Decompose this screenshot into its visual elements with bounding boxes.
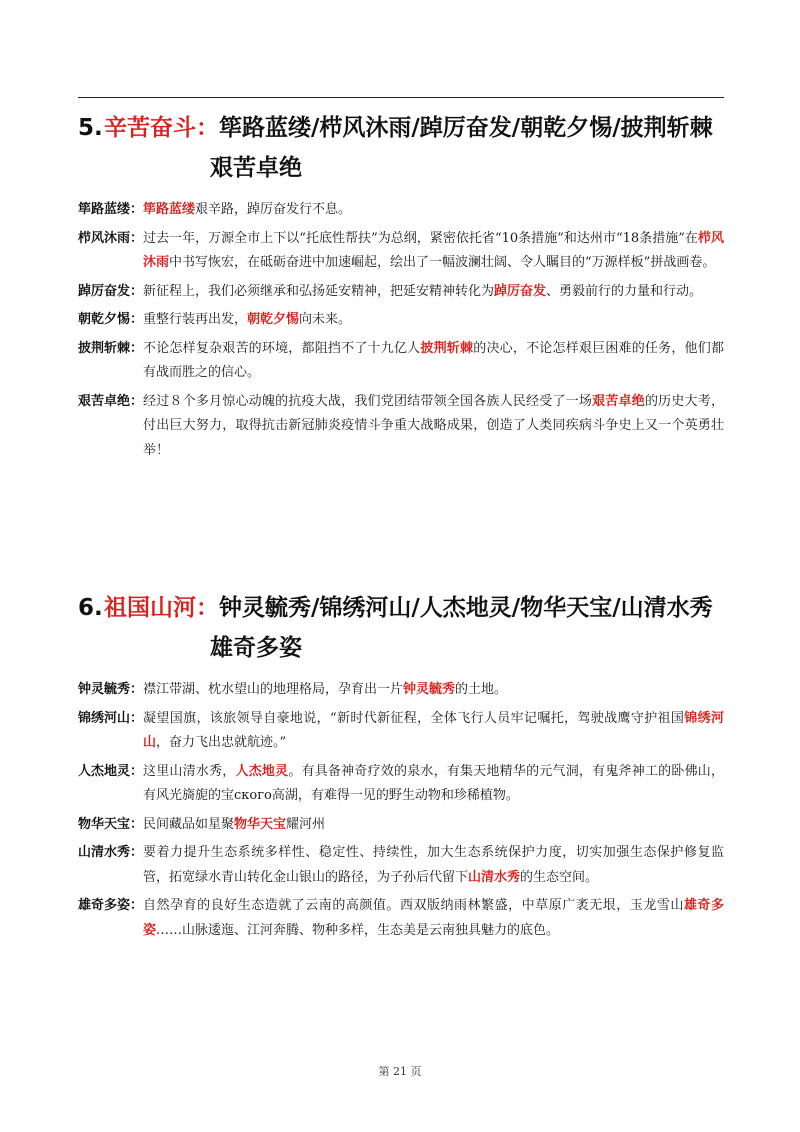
example-text-before: 经过８个多月惊心动魄的抗疫大战，我们党团结带领全国各族人民经受了一场 [143, 393, 593, 409]
idiom-example [143, 280, 724, 305]
idiom-term: 雄奇多姿： [78, 898, 144, 913]
example-text-after: 中书写恢宏，在砥砺奋进中加速崛起，绘出了一幅波澜壮阔、令人瞩目的“万源样板”拼战画卷。 [169, 255, 716, 270]
idiom-entry [78, 760, 724, 809]
example-text-after: ……山脉逶迤、江河奔腾、物种多样，生态美是云南独具魅力的底色。 [156, 922, 560, 938]
idiom-example [143, 760, 724, 809]
idiom-highlight: 筚路蓝缕 [143, 202, 196, 217]
idiom-entry [78, 227, 724, 276]
section-theme: 辛苦奋斗： [104, 115, 219, 141]
idiom-entry [78, 280, 724, 305]
example-text-after: 的生态空间。 [520, 869, 599, 885]
example-text-before: 不论怎样复杂艰苦的环境，都阻挡不了十九亿人 [143, 340, 421, 356]
example-text-after: 的土地。 [455, 682, 508, 697]
example-text-after: 的决心，不论怎样艰巨困难的任务，他们都有战而胜之的信心。 [143, 340, 724, 380]
section-idioms: 钟灵毓秀/锦绣河山/人杰地灵/物华天宝/山清水秀 [219, 595, 713, 621]
idiom-example [143, 198, 724, 223]
example-text-after: ，奋力飞出忠就航迹。” [156, 735, 287, 750]
example-text-before: 凝望国旗，该旅领导自豪地说，“新时代新征程，全体飞行人员牢记嘱托，驾驶战鹰守护祖国 [143, 710, 685, 726]
section-theme: 祖国山河： [104, 595, 219, 621]
example-text-before: 过去一年，万源全市上下以“托底性帮扶”为总纲，紧密依托省“10条措施”和达州市“18条措施”在 [143, 230, 698, 246]
idiom-example [143, 308, 724, 333]
example-text-after: 耀河州 [286, 816, 326, 832]
example-text-before: 自然孕育的良好生态造就了云南的高颜值。西双版纳雨林繁盛，中草原广袤无垠，玉龙雪山 [143, 898, 684, 913]
idiom-example [143, 813, 724, 838]
section-5-heading [78, 108, 724, 188]
idiom-highlight: 人杰地灵 [235, 763, 289, 779]
idiom-entry [78, 841, 724, 890]
idiom-term: 人杰地灵： [78, 763, 144, 779]
example-text-after: 艰辛路，踔厉奋发行不息。 [195, 202, 352, 217]
idiom-example [143, 337, 724, 386]
example-text-before: 重整行装再出发， [143, 312, 248, 327]
idiom-example [143, 227, 724, 276]
idiom-highlight: 雄奇多姿 [143, 898, 724, 938]
idiom-example [143, 678, 724, 703]
example-text-before: 襟江带湖、枕水望山的地理格局，孕育出一片 [143, 682, 404, 697]
idiom-highlight: 物华天宝 [234, 816, 287, 832]
idiom-highlight: 山清水秀 [468, 869, 521, 885]
example-text-after: 的历史大考，付出巨大努力，取得抗击新冠肺炎疫情斗争重大战略成果，创造了人类同疾病斗争史上又一个英勇壮举！ [143, 393, 724, 458]
example-text-before: 这里山清水秀， [143, 763, 236, 779]
idiom-entry [78, 390, 724, 464]
idiom-example [143, 390, 724, 464]
idiom-entry [78, 308, 724, 333]
section-idioms-cont: 雄奇多姿 [210, 635, 302, 661]
example-text-before: 民间藏品如星聚 [143, 816, 235, 832]
idiom-term: 山清水秀： [78, 845, 144, 860]
page-number: 第 21 页 [378, 1065, 422, 1078]
idiom-entry [78, 813, 724, 838]
idiom-entry [78, 678, 724, 703]
idiom-term: 朝乾夕惕： [78, 312, 144, 327]
idiom-highlight: 钟灵毓秀 [403, 682, 456, 697]
idiom-term: 踔厉奋发： [78, 283, 144, 299]
example-text-after: 。有具备神奇疗效的泉水，有集天地精华的元气洞，有鬼斧神工的卧佛山，有风光旖旎的宝ского高湖，有难得一见的野生动物和珍稀植物。 [143, 763, 724, 803]
section-idioms-cont: 艰苦卓绝 [210, 155, 302, 181]
idiom-term: 栉风沐雨： [78, 230, 144, 246]
idiom-highlight: 朝乾夕惕 [247, 312, 300, 327]
idiom-highlight: 栉风沐雨 [143, 230, 724, 270]
section-idioms: 筚路蓝缕/栉风沐雨/踔厉奋发/朝乾夕惕/披荆斩棘 [219, 115, 713, 141]
example-text-after: 、勇毅前行的力量和行动。 [546, 283, 703, 299]
section-6-entries [78, 678, 724, 943]
section-5-entries [78, 198, 724, 463]
idiom-term: 筚路蓝缕： [78, 202, 144, 217]
section-5 [78, 108, 724, 467]
idiom-term: 钟灵毓秀： [78, 682, 144, 697]
idiom-term: 披荆斩棘： [78, 340, 144, 356]
idiom-entry [78, 337, 724, 386]
idiom-example [143, 707, 724, 756]
example-text-before: 要着力提升生态系统多样性、稳定性、持续性，加大生态系统保护力度，切实加强生态保护修复监管，拓宽绿水青山转化金山银山的路径，为子孙后代留下 [143, 845, 724, 885]
section-number: 5. [78, 115, 103, 141]
idiom-term: 艰苦卓绝： [78, 393, 144, 409]
example-text-after: 向未来。 [299, 312, 352, 327]
idiom-highlight: 披荆斩棘 [420, 340, 474, 356]
idiom-example [143, 894, 724, 943]
idiom-term: 锦绣河山： [78, 710, 144, 726]
section-6 [78, 588, 724, 947]
idiom-highlight: 锦绣河山 [143, 710, 724, 750]
idiom-example [143, 841, 724, 890]
idiom-term: 物华天宝： [78, 816, 144, 832]
section-number: 6. [78, 595, 103, 621]
idiom-highlight: 踔厉奋发 [494, 283, 547, 299]
section-6-heading [78, 588, 724, 668]
idiom-highlight: 艰苦卓绝 [592, 393, 645, 409]
idiom-entry [78, 198, 724, 223]
example-text-before: 新征程上，我们必须继承和弘扬延安精神，把延安精神转化为 [143, 283, 495, 299]
idiom-entry [78, 707, 724, 756]
idiom-entry [78, 894, 724, 943]
header-rule [78, 97, 724, 98]
